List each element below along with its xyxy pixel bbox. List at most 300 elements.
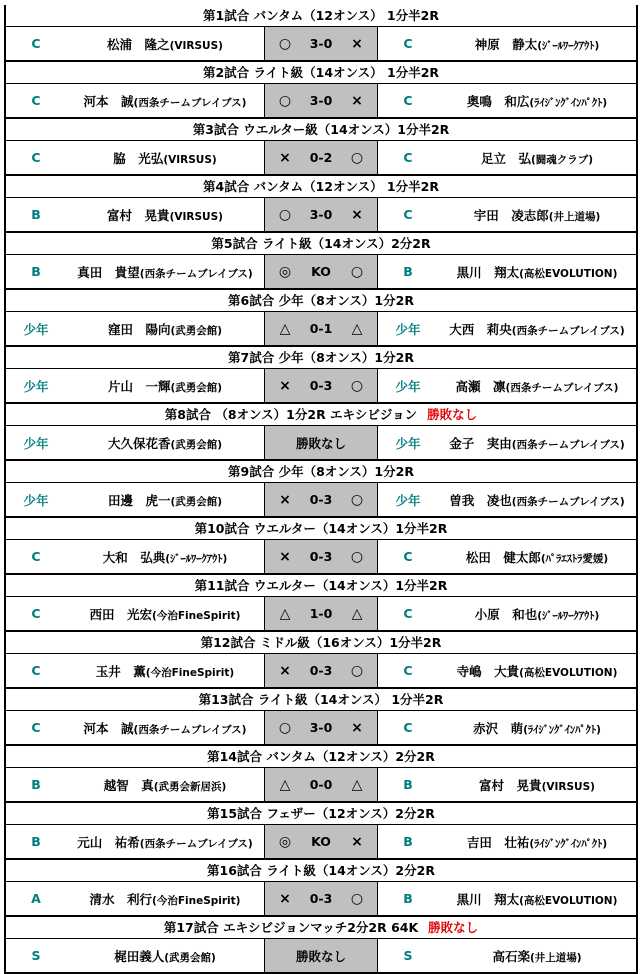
left-fighter — [66, 320, 264, 338]
bout-title: 第17試合 エキシビジョンマッチ2分2R 64K — [163, 920, 419, 935]
left-corner — [6, 198, 264, 231]
bout — [4, 632, 638, 689]
bout-row — [6, 84, 636, 119]
score: 3-0 — [309, 36, 333, 51]
left-fighter-name: 大和 弘典 — [102, 549, 166, 565]
right-class: S — [403, 948, 413, 963]
left-class: C — [31, 720, 41, 735]
right-fighter — [438, 206, 636, 224]
bout — [4, 119, 638, 176]
bout-header — [6, 461, 636, 483]
right-class: C — [403, 150, 413, 165]
bout-title: 第7試合 少年（8オンス）1分2R — [228, 350, 414, 365]
result-cell — [264, 198, 378, 231]
right-corner — [378, 939, 636, 972]
left-result-mark: △ — [279, 776, 291, 793]
right-class: 少年 — [395, 492, 421, 508]
left-fighter-name: 松浦 隆之 — [107, 36, 170, 52]
left-corner — [6, 426, 264, 459]
left-fighter-team: (VIRSUS) — [169, 39, 223, 52]
left-result-mark: ◎ — [278, 263, 292, 280]
right-fighter-name: 小原 和也 — [474, 606, 538, 622]
left-class: B — [31, 207, 41, 222]
left-result-mark: × — [279, 662, 291, 679]
result-cell — [264, 768, 378, 801]
right-corner — [378, 483, 636, 516]
right-fighter-name: 富村 晃貴 — [479, 777, 542, 793]
right-class: 少年 — [395, 435, 421, 451]
bout-row — [6, 255, 636, 290]
bout-row — [6, 141, 636, 176]
bout-title: 第9試合 少年（8オンス）1分2R — [228, 464, 414, 479]
left-fighter — [66, 548, 264, 566]
right-fighter-name: 足立 弘 — [480, 150, 531, 166]
left-corner — [6, 597, 264, 630]
right-fighter — [438, 947, 636, 965]
score: 0-2 — [309, 150, 333, 165]
result-cell — [264, 540, 378, 573]
right-fighter — [438, 890, 636, 908]
right-fighter — [438, 719, 636, 737]
bout-row — [6, 312, 636, 347]
bout — [4, 347, 638, 404]
left-class: C — [31, 606, 41, 621]
left-corner — [6, 27, 264, 60]
bout-row — [6, 426, 636, 461]
left-corner — [6, 84, 264, 117]
left-result-mark: ◎ — [278, 833, 292, 850]
left-fighter — [66, 833, 264, 851]
bout-title: 第14試合 バンタム（12オンス）2分2R — [207, 749, 435, 764]
right-corner — [378, 141, 636, 174]
result-cell — [264, 84, 378, 117]
left-fighter-team: (西条チームブレイブス) — [133, 96, 247, 109]
left-fighter-team: (西条チームブレイブス) — [133, 723, 247, 736]
bout-header — [6, 689, 636, 711]
bout-row — [6, 597, 636, 632]
right-fighter — [438, 833, 636, 851]
bout-row — [6, 540, 636, 575]
bout-title: 第3試合 ウエルター級（14オンス）1分半2R — [192, 122, 450, 137]
right-fighter-name: 赤沢 萌 — [473, 720, 524, 736]
score: 3-0 — [309, 93, 333, 108]
left-class: S — [31, 948, 41, 963]
right-corner — [378, 369, 636, 402]
left-fighter-team: (VIRSUS) — [169, 210, 223, 223]
left-corner — [6, 711, 264, 744]
bout-title: 第15試合 フェザー（12オンス）2分2R — [207, 806, 435, 821]
left-fighter-team: (武勇会館) — [170, 324, 223, 337]
result-cell — [264, 882, 378, 915]
bout-title: 第2試合 ライト級（14オンス） 1分半2R — [202, 65, 440, 80]
result-cell — [264, 369, 378, 402]
score: 0-3 — [309, 492, 333, 507]
result-cell — [264, 597, 378, 630]
bout-row — [6, 198, 636, 233]
left-result-mark: △ — [279, 605, 291, 622]
result-cell — [264, 939, 378, 972]
left-class: 少年 — [23, 435, 49, 451]
bout-title: 第13試合 ライト級（14オンス） 1分半2R — [198, 692, 444, 707]
left-fighter-name: 富村 晃貴 — [107, 207, 170, 223]
right-class: C — [403, 720, 413, 735]
right-class: C — [403, 36, 413, 51]
right-corner — [378, 540, 636, 573]
bout-header — [6, 575, 636, 597]
score: 0-0 — [309, 777, 333, 792]
left-result-mark: ○ — [278, 35, 292, 52]
left-class: C — [31, 150, 41, 165]
left-fighter-name: 河本 誠 — [83, 720, 134, 736]
left-corner — [6, 540, 264, 573]
bout-header — [6, 917, 636, 939]
bout — [4, 5, 638, 62]
bout-title: 第4試合 バンタム（12オンス） 1分半2R — [203, 179, 439, 194]
bout-row — [6, 369, 636, 404]
right-fighter-name: 高石楽 — [492, 948, 530, 964]
results-table — [4, 5, 638, 974]
right-class: C — [403, 663, 413, 678]
left-class: B — [31, 834, 41, 849]
right-corner — [378, 825, 636, 858]
right-fighter-name: 金子 実由 — [449, 435, 512, 451]
left-result-mark: × — [279, 377, 291, 394]
left-corner — [6, 882, 264, 915]
right-corner — [378, 711, 636, 744]
left-class: C — [31, 549, 41, 564]
result-cell — [264, 27, 378, 60]
right-result-mark: ○ — [350, 149, 364, 166]
right-fighter — [438, 491, 636, 509]
result-cell — [264, 654, 378, 687]
right-corner — [378, 198, 636, 231]
bout — [4, 176, 638, 233]
bout — [4, 290, 638, 347]
left-fighter — [66, 35, 264, 53]
right-fighter — [438, 35, 636, 53]
left-class: C — [31, 663, 41, 678]
bout-header — [6, 5, 636, 27]
bout-header — [6, 119, 636, 141]
bout — [4, 689, 638, 746]
right-fighter-name: 寺嶋 大貴 — [456, 663, 520, 679]
left-fighter — [66, 377, 264, 395]
left-fighter-name: 大久保花香 — [107, 435, 171, 451]
left-fighter — [66, 92, 264, 110]
right-corner — [378, 27, 636, 60]
right-class: B — [403, 264, 413, 279]
right-fighter-team: (ﾊﾟﾗｴｽﾄﾗ愛媛) — [540, 552, 609, 565]
left-fighter-name: 西田 光宏 — [89, 606, 153, 622]
right-fighter-team: (ﾗｲｼﾞﾝｸﾞｲﾝﾊﾟｸﾄ) — [529, 837, 608, 850]
left-fighter — [66, 491, 264, 509]
score: 0-3 — [309, 663, 333, 678]
left-fighter-team: (武勇会館) — [164, 951, 216, 964]
right-fighter-team: (ﾗｲｼﾞﾝｸﾞｲﾝﾊﾟｸﾄ) — [523, 723, 601, 736]
left-fighter — [66, 263, 264, 281]
left-fighter-team: (ｼﾞｰﾙﾜｰｸｱｳﾄ) — [165, 552, 228, 565]
right-fighter — [438, 548, 636, 566]
left-corner — [6, 768, 264, 801]
bout-row — [6, 654, 636, 689]
left-fighter — [66, 947, 264, 965]
result-cell — [264, 312, 378, 345]
left-fighter-name: 越智 真 — [103, 777, 154, 793]
left-fighter-name: 窪田 陽向 — [107, 321, 171, 337]
left-result-mark: ○ — [278, 206, 292, 223]
right-class: B — [403, 834, 413, 849]
left-fighter-team: (武勇会館) — [170, 495, 223, 508]
bout-header — [6, 347, 636, 369]
right-fighter-team: (ｼﾞｰﾙﾜｰｸｱｳﾄ) — [537, 39, 600, 52]
right-fighter-name: 神原 静太 — [474, 36, 538, 52]
score: KO — [311, 264, 331, 279]
bout-header — [6, 233, 636, 255]
left-fighter-team: (武勇会新居浜) — [153, 780, 227, 793]
right-fighter-name: 高瀬 凛 — [455, 378, 506, 394]
right-class: 少年 — [395, 378, 421, 394]
left-class: A — [31, 891, 41, 906]
right-result-mark: ○ — [350, 491, 364, 508]
left-fighter-name: 田邊 虎一 — [107, 492, 171, 508]
right-fighter-name: 曽我 凌也 — [449, 492, 512, 508]
right-fighter — [438, 92, 636, 110]
right-result-mark: △ — [351, 320, 363, 337]
bout-title: 第6試合 少年（8オンス）1分2R — [228, 293, 414, 308]
bout-title: 第1試合 バンタム（12オンス） 1分半2R — [203, 8, 439, 23]
left-fighter-team: (武勇会館) — [170, 381, 223, 394]
bout-row — [6, 711, 636, 746]
bout-title: 第8試合 （8オンス）1分2R エキシビジョン — [164, 407, 418, 422]
bout-header — [6, 404, 636, 426]
left-fighter — [66, 434, 264, 452]
right-fighter-name: 黒川 翔太 — [456, 264, 520, 280]
left-result-mark: △ — [279, 320, 291, 337]
right-fighter-team: (ﾗｲｼﾞﾝｸﾞｲﾝﾊﾟｸﾄ) — [529, 96, 608, 109]
score: 勝敗なし — [295, 948, 346, 964]
bout — [4, 233, 638, 290]
bout — [4, 404, 638, 461]
left-class: 少年 — [23, 321, 49, 337]
right-fighter-name: 大西 莉央 — [449, 321, 512, 337]
right-fighter-team: (ｼﾞｰﾙﾜｰｸｱｳﾄ) — [537, 609, 600, 622]
right-fighter-team: (闘魂クラブ) — [530, 153, 594, 166]
bout-title: 第12試合 ミドル級（16オンス）1分半2R — [200, 635, 442, 650]
left-fighter-name: 梶田義人 — [114, 948, 165, 964]
score: 0-3 — [309, 549, 333, 564]
bout-title: 第11試合 ウエルター（14オンス）1分半2R — [194, 578, 448, 593]
right-corner — [378, 597, 636, 630]
right-result-mark: × — [351, 206, 363, 223]
left-corner — [6, 255, 264, 288]
right-fighter — [438, 377, 636, 395]
left-fighter — [66, 776, 264, 794]
right-corner — [378, 84, 636, 117]
bout — [4, 62, 638, 119]
left-class: B — [31, 777, 41, 792]
result-cell — [264, 426, 378, 459]
result-cell — [264, 483, 378, 516]
right-result-mark: ○ — [350, 548, 364, 565]
right-corner — [378, 312, 636, 345]
right-fighter-team: (西条チームブレイブス) — [511, 324, 625, 337]
right-fighter — [438, 776, 636, 794]
left-fighter — [66, 206, 264, 224]
right-fighter — [438, 605, 636, 623]
left-corner — [6, 654, 264, 687]
right-fighter-name: 黒川 翔太 — [456, 891, 520, 907]
left-fighter-name: 真田 貴望 — [77, 264, 140, 280]
right-class: C — [403, 207, 413, 222]
right-fighter-team: (高松EVOLUTION) — [519, 894, 618, 907]
left-fighter — [66, 605, 264, 623]
bout-row — [6, 27, 636, 62]
left-corner — [6, 483, 264, 516]
bout — [4, 461, 638, 518]
left-corner — [6, 141, 264, 174]
left-result-mark: × — [279, 548, 291, 565]
left-class: B — [31, 264, 41, 279]
score: 0-3 — [309, 891, 333, 906]
right-fighter-name: 奥鳴 和広 — [466, 93, 530, 109]
right-class: C — [403, 606, 413, 621]
result-cell — [264, 255, 378, 288]
bout-title: 第10試合 ウエルター（14オンス）1分半2R — [194, 521, 448, 536]
bout-header — [6, 860, 636, 882]
right-fighter-name: 宇田 凌志郎 — [473, 207, 549, 223]
bout-header — [6, 803, 636, 825]
right-class: B — [403, 777, 413, 792]
right-result-mark: △ — [351, 605, 363, 622]
left-fighter — [66, 719, 264, 737]
right-fighter — [438, 320, 636, 338]
left-fighter-team: (今治FineSpirit) — [152, 609, 241, 622]
left-corner — [6, 369, 264, 402]
no-decision-note: 勝敗なし — [427, 407, 478, 422]
bout-row — [6, 768, 636, 803]
right-corner — [378, 654, 636, 687]
right-class: C — [403, 549, 413, 564]
right-fighter-team: (高松EVOLUTION) — [519, 666, 618, 679]
right-corner — [378, 255, 636, 288]
left-fighter-name: 玉井 薫 — [95, 663, 146, 679]
right-fighter-team: (井上道場) — [529, 951, 582, 964]
left-fighter-name: 脇 光弘 — [113, 150, 164, 166]
bout — [4, 803, 638, 860]
left-result-mark: ○ — [278, 92, 292, 109]
left-fighter — [66, 662, 264, 680]
score: 3-0 — [309, 207, 333, 222]
right-class: 少年 — [395, 321, 421, 337]
right-class: C — [403, 93, 413, 108]
left-result-mark: × — [279, 890, 291, 907]
left-fighter-name: 元山 祐希 — [77, 834, 140, 850]
bout-row — [6, 483, 636, 518]
bout-header — [6, 518, 636, 540]
right-fighter — [438, 434, 636, 452]
left-fighter — [66, 890, 264, 908]
bout — [4, 575, 638, 632]
left-class: C — [31, 93, 41, 108]
right-fighter-team: (西条チームブレイブス) — [511, 438, 625, 451]
score: 1-0 — [309, 606, 333, 621]
left-fighter — [66, 149, 264, 167]
left-fighter-name: 片山 一輝 — [107, 378, 171, 394]
right-fighter-team: (高松EVOLUTION) — [519, 267, 618, 280]
bout — [4, 860, 638, 917]
bout-header — [6, 290, 636, 312]
result-cell — [264, 141, 378, 174]
left-fighter-team: (今治FineSpirit) — [145, 666, 235, 679]
bout — [4, 746, 638, 803]
result-cell — [264, 711, 378, 744]
left-fighter-team: (武勇会館) — [170, 438, 223, 451]
bout — [4, 917, 638, 974]
right-result-mark: △ — [351, 776, 363, 793]
bout — [4, 518, 638, 575]
left-result-mark: ○ — [278, 719, 292, 736]
bout-row — [6, 939, 636, 974]
bout-header — [6, 632, 636, 654]
left-fighter-team: (VIRSUS) — [163, 153, 217, 166]
bout-row — [6, 825, 636, 860]
right-result-mark: ○ — [350, 377, 364, 394]
result-cell — [264, 825, 378, 858]
score: 3-0 — [309, 720, 333, 735]
left-corner — [6, 312, 264, 345]
bout-title: 第16試合 ライト級（14オンス）2分2R — [207, 863, 435, 878]
right-fighter — [438, 149, 636, 167]
right-fighter — [438, 662, 636, 680]
left-fighter-team: (今治FineSpirit) — [152, 894, 241, 907]
left-fighter-team: (西条チームブレイブス) — [139, 267, 253, 280]
right-result-mark: × — [351, 35, 363, 52]
right-fighter-team: (井上道場) — [548, 210, 601, 223]
bout-header — [6, 176, 636, 198]
bout-header — [6, 62, 636, 84]
left-result-mark: × — [279, 149, 291, 166]
left-corner — [6, 825, 264, 858]
left-corner — [6, 939, 264, 972]
score: 0-3 — [309, 378, 333, 393]
right-result-mark: × — [351, 719, 363, 736]
right-corner — [378, 882, 636, 915]
left-class: 少年 — [23, 492, 49, 508]
right-result-mark: ○ — [350, 263, 364, 280]
right-fighter-team: (西条チームブレイブス) — [511, 495, 625, 508]
right-corner — [378, 768, 636, 801]
left-fighter-name: 清水 利行 — [89, 891, 153, 907]
score: KO — [311, 834, 331, 849]
right-class: B — [403, 891, 413, 906]
right-result-mark: × — [351, 833, 363, 850]
bout-header — [6, 746, 636, 768]
right-corner — [378, 426, 636, 459]
left-fighter-team: (西条チームブレイブス) — [139, 837, 253, 850]
left-result-mark: × — [279, 491, 291, 508]
left-class: 少年 — [23, 378, 49, 394]
right-fighter-team: (VIRSUS) — [541, 780, 595, 793]
bout-title: 第5試合 ライト級（14オンス）2分2R — [211, 236, 431, 251]
right-fighter-name: 松田 健太郎 — [465, 549, 541, 565]
no-decision-note: 勝敗なし — [428, 920, 479, 935]
right-fighter — [438, 263, 636, 281]
left-class: C — [31, 36, 41, 51]
bout-row — [6, 882, 636, 917]
right-fighter-team: (西条チームブレイブス) — [505, 381, 619, 394]
right-result-mark: ○ — [350, 662, 364, 679]
score: 勝敗なし — [295, 435, 346, 451]
